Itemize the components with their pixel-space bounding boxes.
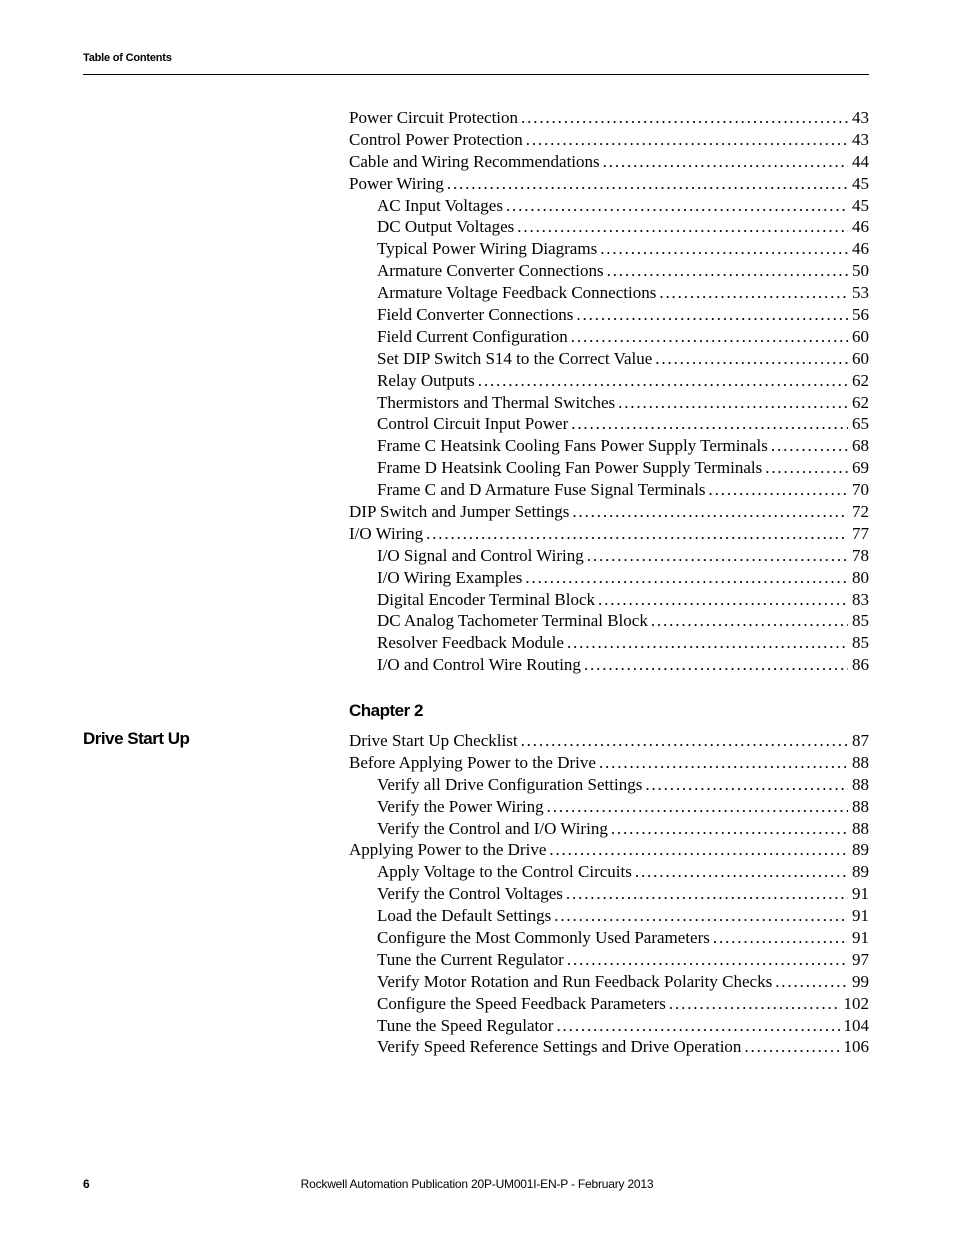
dot-leader <box>603 151 848 173</box>
dot-leader <box>426 523 848 545</box>
toc-entry-page: 72 <box>852 502 869 522</box>
toc-entry-title: I/O Wiring <box>349 523 424 543</box>
dot-leader <box>554 905 848 927</box>
toc-entry-title: Drive Start Up Checklist <box>349 731 518 750</box>
dot-leader <box>607 260 848 282</box>
toc-entry[interactable] <box>349 610 869 632</box>
dot-leader <box>618 392 848 414</box>
toc-entry-page: 91 <box>852 906 869 926</box>
toc-entry-page: 60 <box>852 326 869 346</box>
dot-leader <box>599 752 848 774</box>
toc-entry-title: Tune the Speed Regulator <box>377 1015 554 1035</box>
toc-entry-title: Apply Voltage to the Control Circuits <box>377 862 632 882</box>
toc-entry-page: 87 <box>852 731 869 750</box>
toc-entry-page: 46 <box>852 239 869 259</box>
toc-entry[interactable] <box>349 927 869 949</box>
toc-entry-title: Resolver Feedback Module <box>377 633 564 653</box>
toc-entry-page: 70 <box>852 480 869 500</box>
toc-entry[interactable] <box>349 238 869 260</box>
toc-entry[interactable] <box>349 413 869 435</box>
dot-leader <box>645 774 848 796</box>
toc-entry-page: 50 <box>852 261 869 281</box>
toc-entry-title: Verify the Control Voltages <box>377 884 563 904</box>
toc-entry-title: Digital Encoder Terminal Block <box>377 589 596 609</box>
toc-entry-page: 68 <box>852 436 869 456</box>
toc-entry[interactable] <box>349 216 869 238</box>
toc-entry[interactable] <box>349 971 869 993</box>
toc-entry[interactable] <box>349 129 869 151</box>
toc-entry[interactable] <box>349 861 869 883</box>
toc-entry[interactable] <box>349 392 869 414</box>
toc-entry[interactable] <box>349 1015 869 1037</box>
toc-entry-page: 102 <box>843 993 869 1013</box>
toc-entry[interactable] <box>349 107 869 129</box>
toc-entry[interactable] <box>349 905 869 927</box>
dot-leader <box>744 1036 839 1058</box>
chapter-title: Drive Start Up <box>83 729 190 748</box>
footer-publication: Rockwell Automation Publication 20P-UM001I-EN-P - February 2013 <box>300 1177 654 1191</box>
toc-entry-title: Configure the Most Commonly Used Parameters <box>377 928 710 948</box>
toc-entry[interactable] <box>349 949 869 971</box>
dot-leader <box>611 818 848 840</box>
toc-entry-page: 91 <box>852 928 869 948</box>
toc-entry-page: 65 <box>852 414 869 434</box>
toc-entry[interactable] <box>349 523 869 545</box>
toc-entry-page: 60 <box>852 348 869 368</box>
toc-entry-page: 46 <box>852 217 869 237</box>
toc-entry-page: 85 <box>852 611 869 631</box>
dot-leader <box>521 730 848 752</box>
toc-entry[interactable] <box>349 282 869 304</box>
dot-leader <box>525 567 848 589</box>
toc-entry-title: I/O Signal and Control Wiring <box>377 545 584 565</box>
toc-entry-title: DC Output Voltages <box>377 217 515 237</box>
toc-entry-title: Relay Outputs <box>377 370 475 390</box>
dot-leader <box>566 883 848 905</box>
toc-entry-title: Cable and Wiring Recommendations <box>349 151 600 171</box>
toc-entry-title: Frame C Heatsink Cooling Fans Power Supply Terminals <box>377 436 768 456</box>
toc-entry[interactable] <box>349 774 869 796</box>
toc-entry-title: Control Power Protection <box>349 129 523 149</box>
toc-entry[interactable] <box>349 260 869 282</box>
running-header: Table of Contents <box>83 52 172 64</box>
toc-entry-page: 69 <box>852 458 869 478</box>
toc-entry-page: 88 <box>852 752 869 772</box>
dot-leader <box>713 927 848 949</box>
dot-leader <box>576 304 848 326</box>
dot-leader <box>556 1015 839 1037</box>
toc-entry-title: Control Circuit Input Power <box>377 414 569 434</box>
header-rule <box>83 74 869 75</box>
toc-entry[interactable] <box>349 479 869 501</box>
toc-entry-page: 44 <box>852 151 869 171</box>
toc-entry[interactable] <box>349 435 869 457</box>
toc-entry-title: Power Wiring <box>349 173 444 193</box>
dot-leader <box>506 195 848 217</box>
dot-leader <box>571 326 848 348</box>
toc-entry-title: DIP Switch and Jumper Settings <box>349 502 570 522</box>
toc-entry-title: Before Applying Power to the Drive <box>349 752 596 772</box>
dot-leader <box>584 654 848 676</box>
toc-entry-page: 86 <box>852 655 869 675</box>
toc-entry-page: 89 <box>852 840 869 860</box>
toc-entry[interactable] <box>349 589 869 611</box>
dot-leader <box>775 971 848 993</box>
toc-entry-page: 62 <box>852 370 869 390</box>
dot-leader <box>549 839 848 861</box>
toc-entry[interactable] <box>349 151 869 173</box>
dot-leader <box>669 993 840 1015</box>
toc-entry-title: DC Analog Tachometer Terminal Block <box>377 611 648 631</box>
toc-entry-page: 88 <box>852 818 869 838</box>
toc-entry-page: 88 <box>852 796 869 816</box>
dot-leader <box>447 173 848 195</box>
toc-entry-title: I/O Wiring Examples <box>377 567 523 587</box>
chapter-label: Chapter 2 <box>349 701 423 720</box>
toc-entry-page: 53 <box>852 283 869 303</box>
toc-entry[interactable] <box>349 632 869 654</box>
dot-leader <box>771 435 848 457</box>
toc-entry[interactable] <box>349 304 869 326</box>
toc-entry[interactable] <box>349 1036 869 1058</box>
toc-entry[interactable] <box>349 173 869 195</box>
toc-entry-page: 43 <box>852 108 869 127</box>
toc-entry[interactable] <box>349 730 869 752</box>
toc-entry-title: Frame D Heatsink Cooling Fan Power Supply Terminals <box>377 458 763 478</box>
toc-entry[interactable] <box>349 654 869 676</box>
toc-entry[interactable] <box>349 818 869 840</box>
dot-leader <box>547 796 848 818</box>
toc-entry-page: 99 <box>852 971 869 991</box>
dot-leader <box>651 610 848 632</box>
dot-leader <box>709 479 848 501</box>
toc-entry-page: 45 <box>852 195 869 215</box>
dot-leader <box>567 632 848 654</box>
toc-entry[interactable] <box>349 993 869 1015</box>
toc-entry-page: 56 <box>852 305 869 325</box>
toc-entry-title: Field Converter Connections <box>377 305 574 325</box>
toc-entry[interactable] <box>349 457 869 479</box>
dot-leader <box>659 282 848 304</box>
toc-entry-title: Applying Power to the Drive <box>349 840 547 860</box>
dot-leader <box>571 413 848 435</box>
dot-leader <box>587 545 848 567</box>
toc-entry-title: Tune the Current Regulator <box>377 949 564 969</box>
toc-entry[interactable] <box>349 501 869 523</box>
toc-entry-title: Thermistors and Thermal Switches <box>377 392 616 412</box>
toc-entry-page: 45 <box>852 173 869 193</box>
dot-leader <box>521 107 848 129</box>
toc-entry-page: 80 <box>852 567 869 587</box>
dot-leader <box>765 457 848 479</box>
toc-entry-title: Configure the Speed Feedback Parameters <box>377 993 666 1013</box>
dot-leader <box>655 348 848 370</box>
dot-leader <box>572 501 848 523</box>
toc-entry-page: 89 <box>852 862 869 882</box>
toc-entry-page: 83 <box>852 589 869 609</box>
toc-entry-page: 43 <box>852 129 869 149</box>
toc-entry-page: 78 <box>852 545 869 565</box>
toc-entry-title: I/O and Control Wire Routing <box>377 655 581 675</box>
toc-entry[interactable] <box>349 752 869 774</box>
toc-entry-title: Frame C and D Armature Fuse Signal Terminals <box>377 480 706 500</box>
toc-entry-page: 97 <box>852 949 869 969</box>
toc-entry-title: Verify Speed Reference Settings and Drive Operation <box>377 1037 742 1057</box>
toc-entry-title: Field Current Configuration <box>377 326 568 346</box>
toc-entry-page: 88 <box>852 774 869 794</box>
toc-entry[interactable] <box>349 370 869 392</box>
toc-entry-title: Load the Default Settings <box>377 906 552 926</box>
toc-entry-title: Typical Power Wiring Diagrams <box>377 239 598 259</box>
toc-entry-title: Armature Voltage Feedback Connections <box>377 283 657 303</box>
toc-entry-page: 62 <box>852 392 869 412</box>
toc-entry-page: 91 <box>852 884 869 904</box>
toc-entry-title: Verify all Drive Configuration Settings <box>377 774 643 794</box>
dot-leader <box>517 216 848 238</box>
dot-leader <box>478 370 848 392</box>
toc-entry-title: Verify the Control and I/O Wiring <box>377 818 608 838</box>
dot-leader <box>635 861 848 883</box>
dot-leader <box>600 238 848 260</box>
toc-entry-title: Set DIP Switch S14 to the Correct Value <box>377 348 653 368</box>
toc-entry-title: Verify Motor Rotation and Run Feedback Polarity Checks <box>377 971 773 991</box>
dot-leader <box>567 949 848 971</box>
footer-page-number: 6 <box>83 1177 90 1191</box>
toc-entry[interactable] <box>349 545 869 567</box>
toc-list-section1 <box>349 107 869 676</box>
toc-entry[interactable] <box>349 567 869 589</box>
toc-entry[interactable] <box>349 883 869 905</box>
toc-entry-page: 85 <box>852 633 869 653</box>
toc-entry[interactable] <box>349 195 869 217</box>
toc-entry[interactable] <box>349 839 869 861</box>
toc-entry[interactable] <box>349 326 869 348</box>
toc-entry-page: 104 <box>843 1015 869 1035</box>
toc-entry[interactable] <box>349 348 869 370</box>
toc-entry[interactable] <box>349 796 869 818</box>
toc-entry-title: Power Circuit Protection <box>349 108 519 127</box>
dot-leader <box>526 129 848 151</box>
toc-entry-page: 77 <box>852 523 869 543</box>
toc-entry-title: AC Input Voltages <box>377 195 503 215</box>
toc-entry-title: Armature Converter Connections <box>377 261 604 281</box>
toc-entry-page: 106 <box>843 1037 869 1057</box>
dot-leader <box>598 589 848 611</box>
toc-list-chapter2 <box>349 730 869 1058</box>
toc-entry-title: Verify the Power Wiring <box>377 796 544 816</box>
